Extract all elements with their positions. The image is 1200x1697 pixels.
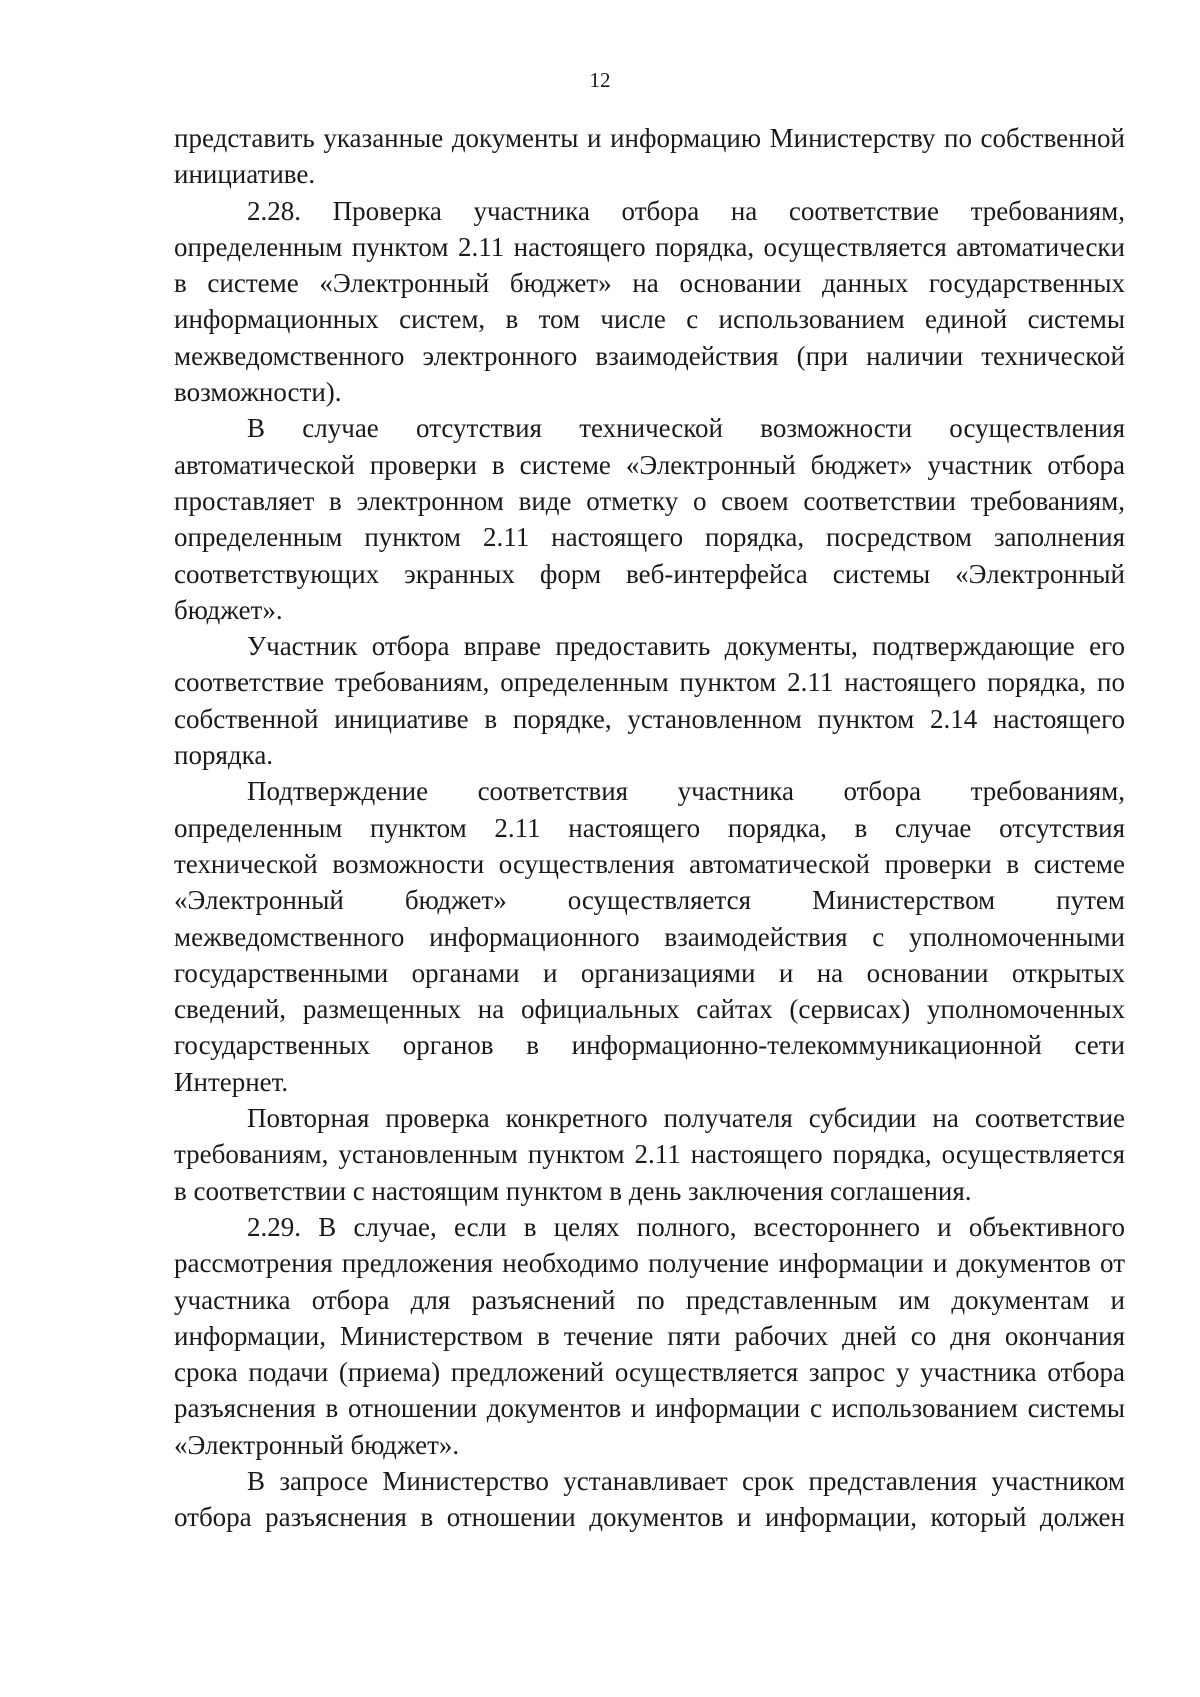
paragraph: В случае отсутствия технической возможности осуществления автоматической проверки в системе «Электронный бюджет» участник отбора проставляет в электронном виде отметку о своем соответствии требованиям, определенным пунктом 2.11 настоящего порядка, посредством заполнения соответствующих экранных форм веб-интерфейса системы «Электронный бюджет».: [174, 413, 1125, 625]
paragraph: Подтверждение соответствия участника отбора требованиям, определенным пунктом 2.11 настоящего порядка, в случае отсутствия технической возможности осуществления автоматической проверки в системе «Электронный бюджет» осуществляется Министерством путем межведомственного информационного взаимодействия с уполномоченными государственными органами и организациями и на основании открытых сведений, размещенных на официальных сайтах (сервисах) уполномоченных государственных органов в информационно-телекоммуникационной сети Интернет.: [174, 776, 1125, 1097]
paragraph: 2.29. В случае, если в целях полного, всестороннего и объективного рассмотрения предложения необходимо получение информации и документов от участника отбора для разъяснений по представленным им документам и информации, Министерством в течение пяти рабочих дней со дня окончания срока подачи (приема) предложений осуществляется запрос у участника отбора разъяснения в отношении документов и информации с использованием системы «Электронный бюджет».: [174, 1211, 1125, 1460]
paragraph: представить указанные документы и информацию Министерству по собственной инициативе.: [174, 123, 1125, 190]
paragraph: Участник отбора вправе предоставить документы, подтверждающие его соответствие требованиям, определенным пунктом 2.11 настоящего порядка, по собственной инициативе в порядке, установленном пунктом 2.14 настоящего порядка.: [174, 631, 1125, 771]
page-number: 12: [589, 68, 611, 92]
paragraph: В запросе Министерство устанавливает срок представления участником отбора разъяснения в отношении документов и информации, который должен: [174, 1465, 1125, 1533]
paragraph: Повторная проверка конкретного получателя субсидии на соответствие требованиям, установленным пунктом 2.11 настоящего порядка, осуществляется в соответствии с настоящим пунктом в день заключения соглашения.: [174, 1103, 1125, 1206]
document-body: [174, 120, 1125, 1536]
paragraph: 2.28. Проверка участника отбора на соответствие требованиям, определенным пунктом 2.11 настоящего порядка, осуществляется автоматически в системе «Электронный бюджет» на основании данных государственных информационных систем, в том числе с использованием единой системы межведомственного электронного взаимодействия (при наличии технической возможности).: [174, 195, 1125, 408]
